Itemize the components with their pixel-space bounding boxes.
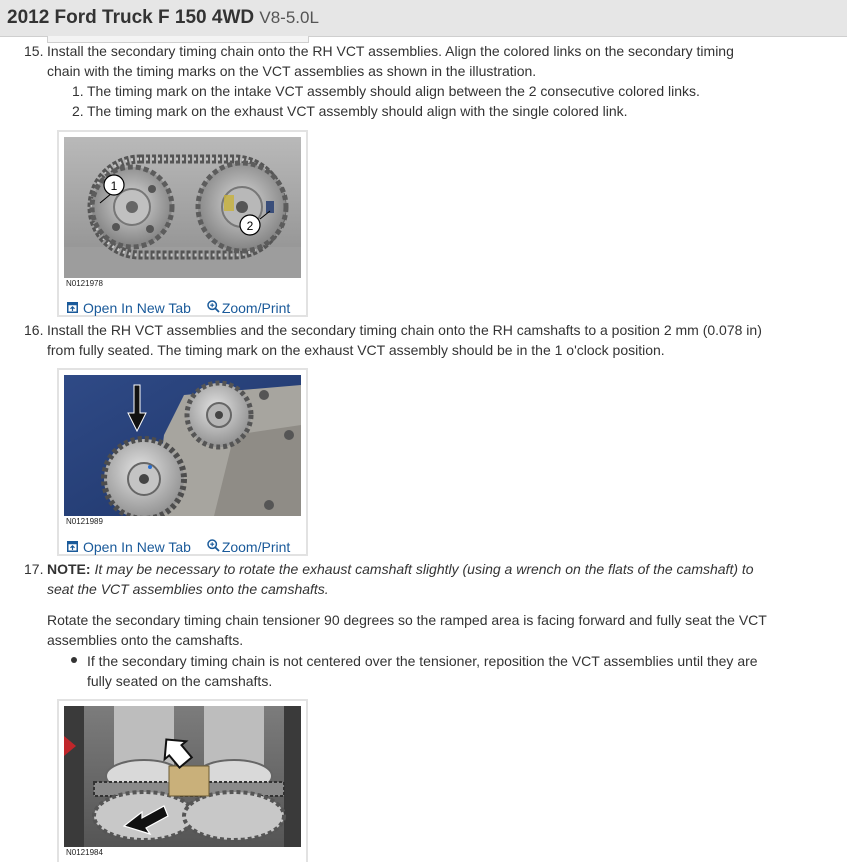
open-new-tab-icon[interactable] [67,537,78,557]
bullet-text: If the secondary timing chain is not centered over the tensioner, reposition the VCT assemblies until they are [87,653,758,669]
zoom-icon[interactable] [207,298,220,318]
note-label: NOTE: [47,561,91,577]
engine-subtitle: V8-5.0L [259,8,319,27]
vehicle-title: 2012 Ford Truck F 150 4WD [7,7,255,28]
figure-links [67,297,290,318]
callout-1: 1 [110,179,118,193]
note-text: It may be necessary to rotate the exhaust camshaft slightly (using a wrench on the flats of the camshaft) to [94,561,754,577]
step-number: 15. [24,43,44,59]
step-number: 17. [24,561,44,577]
open-in-new-tab-link[interactable]: Open In New Tab [83,300,191,317]
zoom-print-link[interactable]: Zoom/Print [221,539,291,556]
bullet-text: fully seated on the camshafts. [87,673,273,689]
step-text-line: from fully seated. The timing mark on the exhaust VCT assembly should be in the 1 o'clock position. [47,342,665,358]
step-text-line: chain with the timing marks on the VCT assemblies as shown in the illustration. [47,63,537,79]
figure-id: N0121978 [66,279,103,288]
figure-vct-install [57,368,308,556]
figure-id: N0121989 [66,517,103,526]
zoom-print-link[interactable]: Zoom/Print [221,300,291,317]
open-new-tab-icon[interactable] [67,298,78,318]
figure-image[interactable] [64,375,301,516]
substep-number: 2. [72,103,84,119]
step-text-line: assemblies onto the camshafts. [47,632,244,648]
note-text: seat the VCT assemblies onto the camshafts. [47,581,329,597]
figure-timing-chain-vct [57,130,308,317]
substep-text: The timing mark on the intake VCT assembly should align between the 2 consecutive colored links. [87,83,700,99]
substep-text: The timing mark on the exhaust VCT assembly should align with the single colored link. [87,103,628,119]
substep-number: 1. [72,83,84,99]
figure-tensioner [57,699,308,862]
bullet-dot [71,657,77,663]
callout-2: 2 [246,219,254,233]
open-in-new-tab-link[interactable]: Open In New Tab [83,539,191,556]
note-line [47,579,782,599]
figure-image[interactable] [64,137,301,278]
step-number: 16. [24,322,44,338]
zoom-icon[interactable] [207,537,220,557]
figure-image[interactable] [64,706,301,847]
figure-links [67,536,290,557]
note-line [47,559,782,579]
step-text-line: Install the RH VCT assemblies and the secondary timing chain onto the RH camshafts to a position 2 mm (0.078 in) [47,322,762,338]
figure-id: N0121984 [66,848,103,857]
step-text-line: Install the secondary timing chain onto the RH VCT assemblies. Align the colored links on the secondary timing [47,43,734,59]
step-text-line: Rotate the secondary timing chain tensioner 90 degrees so the ramped area is facing forward and fully seat the VCT [47,612,767,628]
